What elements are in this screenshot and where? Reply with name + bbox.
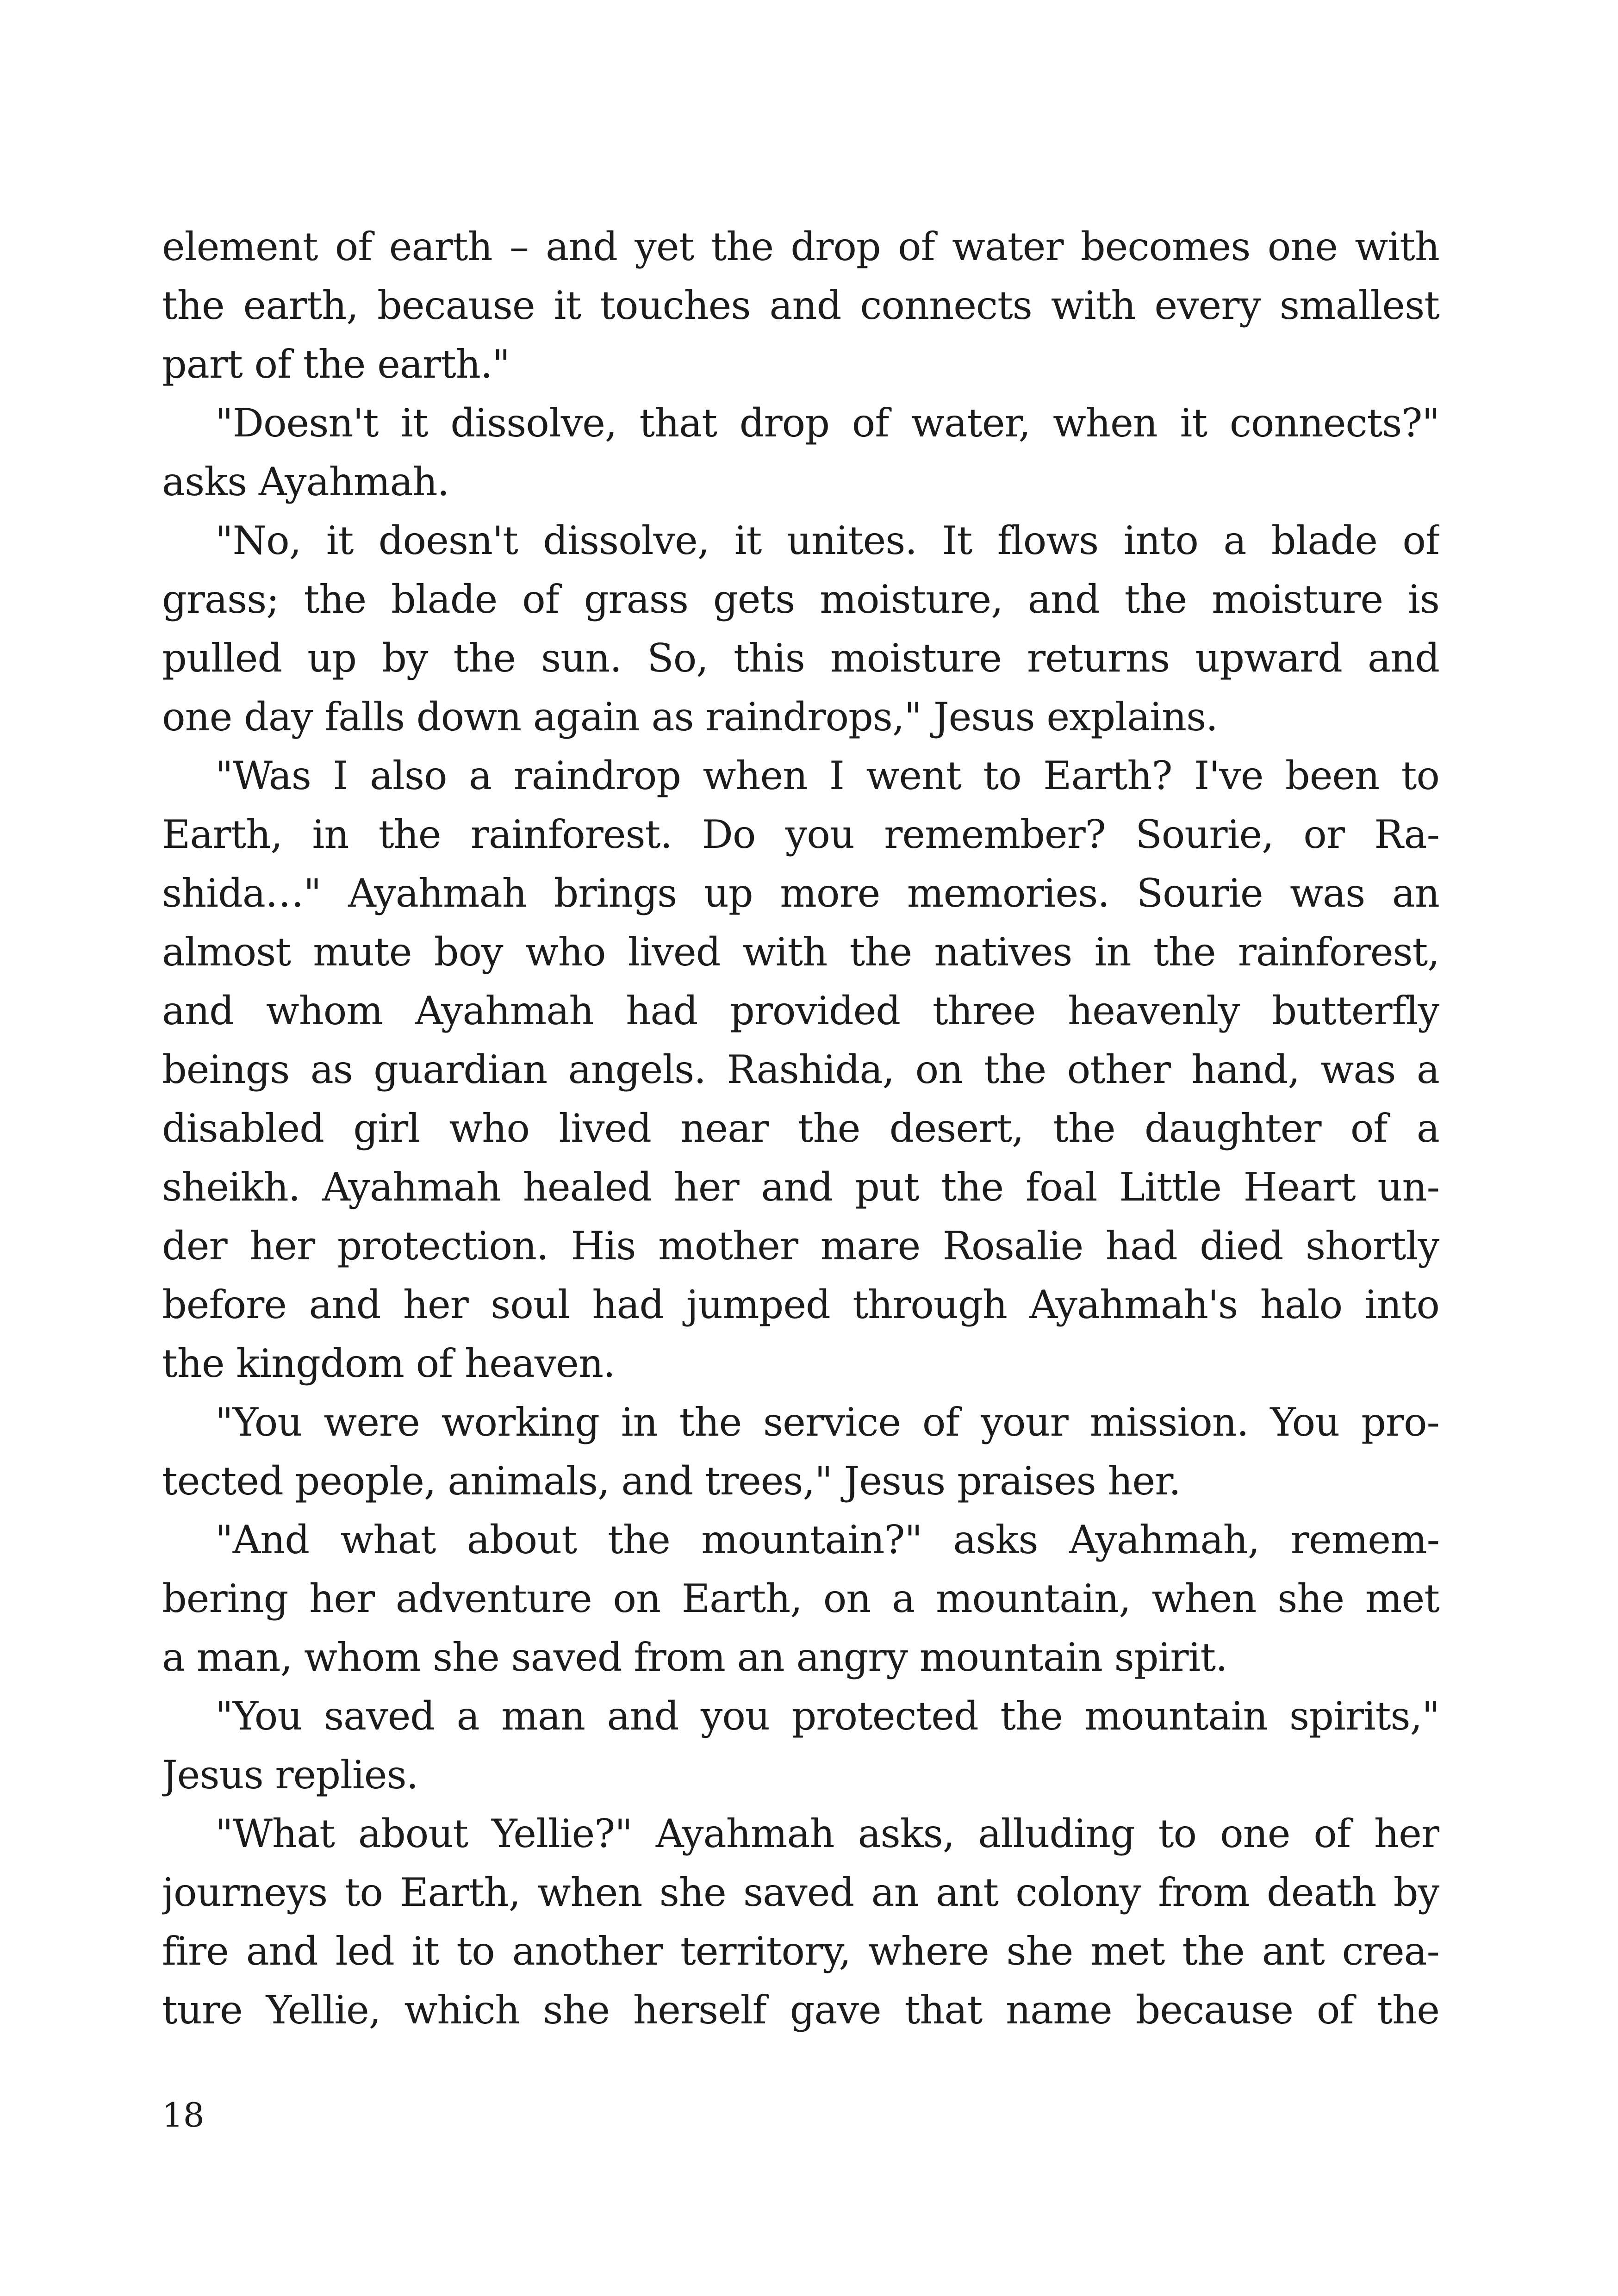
text-line: ture Yellie, which she herself gave that name because of the (162, 1987, 1439, 2033)
text-line: bering her adventure on Earth, on a mountain, when she met (162, 1576, 1439, 1621)
page-number: 18 (162, 2096, 205, 2134)
text-line: before and her soul had jumped through Ayahmah's halo into (162, 1282, 1439, 1327)
text-line: der her protection. His mother mare Rosalie had died shortly (162, 1223, 1439, 1269)
text-line: Earth, in the rainforest. Do you remember? Sourie, or Ra- (162, 812, 1439, 857)
text-line: "And what about the mountain?" asks Ayahmah, remem- (215, 1517, 1439, 1562)
text-line: "You were working in the service of your mission. You pro- (215, 1400, 1439, 1445)
text-line: journeys to Earth, when she saved an ant colony from death by (162, 1870, 1439, 1915)
text-line: "Doesn't it dissolve, that drop of water, when it connects?" (215, 400, 1439, 446)
body-text (162, 218, 1439, 2040)
text-line: element of earth – and yet the drop of water becomes one with (162, 224, 1439, 269)
text-line: almost mute boy who lived with the natives in the rainforest, (162, 929, 1439, 975)
text-line: shida…" Ayahmah brings up more memories. Sourie was an (162, 871, 1439, 916)
text-line: a man, whom she saved from an angry mountain spirit. (162, 1635, 1227, 1680)
text-line: beings as guardian angels. Rashida, on the other hand, was a (162, 1047, 1439, 1092)
text-line: fire and led it to another territory, where she met the ant crea- (162, 1929, 1439, 1974)
text-line: sheikh. Ayahmah healed her and put the foal Little Heart un- (162, 1164, 1439, 1210)
text-line: pulled up by the sun. So, this moisture returns upward and (162, 635, 1439, 681)
text-line: and whom Ayahmah had provided three heavenly butterfly (162, 988, 1439, 1033)
text-line: the kingdom of heaven. (162, 1341, 615, 1386)
text-line: grass; the blade of grass gets moisture, and the moisture is (162, 577, 1439, 622)
text-line: asks Ayahmah. (162, 459, 449, 504)
text-line: part of the earth." (162, 342, 510, 387)
text-line: "What about Yellie?" Ayahmah asks, alluding to one of her (215, 1811, 1439, 1856)
text-line: "No, it doesn't dissolve, it unites. It flows into a blade of (215, 518, 1439, 563)
text-line: one day falls down again as raindrops," Jesus explains. (162, 694, 1218, 740)
text-line: tected people, animals, and trees," Jesus praises her. (162, 1458, 1181, 1504)
text-line: "You saved a man and you protected the mountain spirits," (215, 1693, 1439, 1739)
text-line: Jesus replies. (162, 1752, 418, 1798)
text-line: disabled girl who lived near the desert, the daughter of a (162, 1106, 1439, 1151)
text-line: "Was I also a raindrop when I went to Earth? I've been to (215, 753, 1439, 798)
text-line: the earth, because it touches and connects with every smallest (162, 283, 1439, 328)
